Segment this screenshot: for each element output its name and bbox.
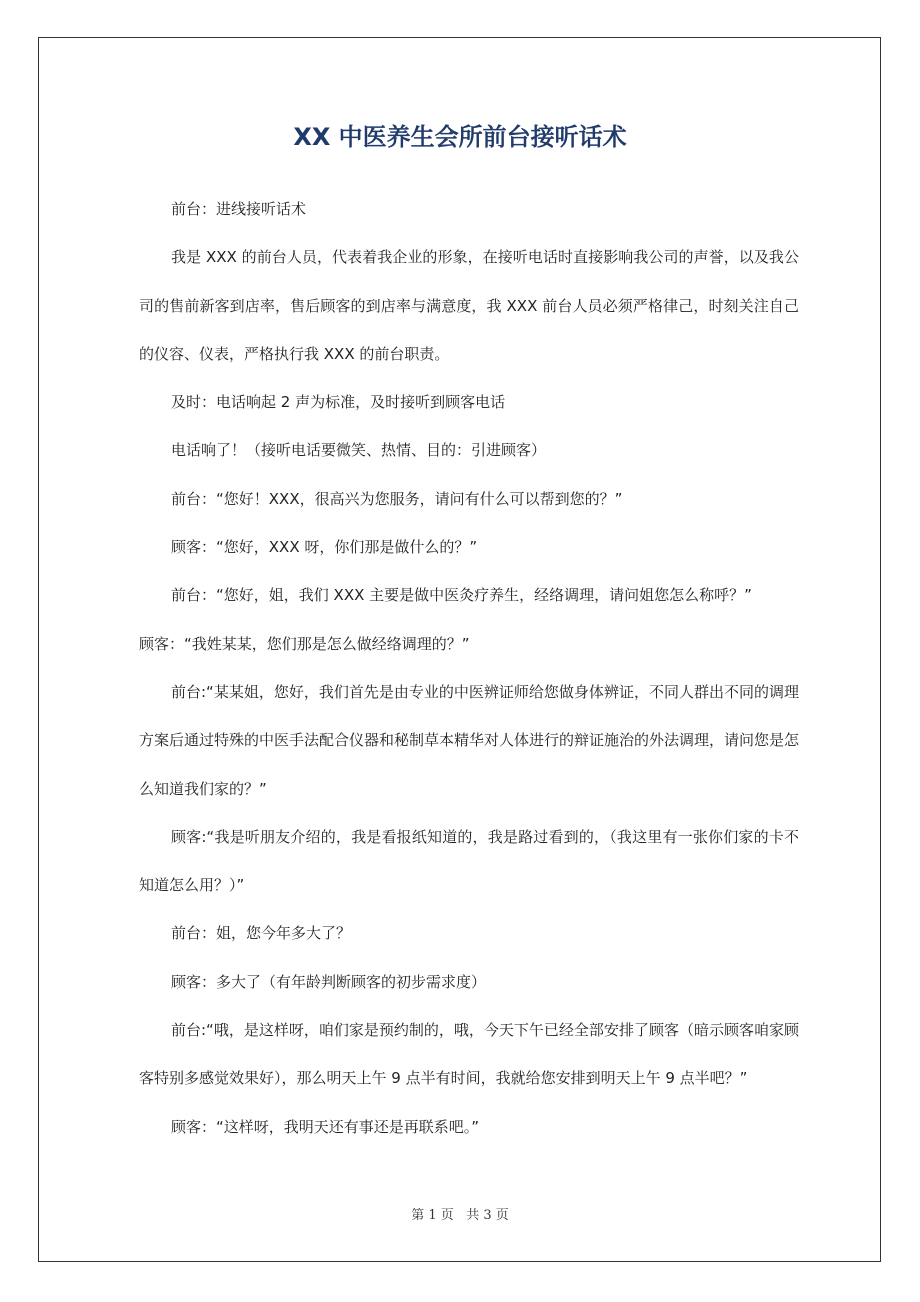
paragraph-8: 前台:“某某姐，您好，我们首先是由专业的中医辨证师给您做身体辨证，不同人群出不同的调理方案后通过特殊的中医手法配合仪器和秘制草本精华对人体进行的辩证施治的外法调理，请问您是怎么知道我们家的？” bbox=[139, 682, 800, 798]
page-number: 第 1 页 bbox=[411, 1208, 454, 1223]
paragraph-10: 前台：姐，您今年多大了？ bbox=[171, 924, 352, 943]
paragraph-3: 电话响了！（接听电话要微笑、热情、目的：引进顾客） bbox=[171, 441, 547, 460]
paragraph-0: 前台：进线接听话术 bbox=[171, 200, 307, 218]
paragraph-1: 我是 XXX 的前台人员，代表着我企业的形象，在接听电话时直接影响我公司的声誉，以及我公司的售前新客到店率，售后顾客的到店率与满意度，我 XXX 前台人员必须严格律己，时刻关注自己的仪容、仪表，严格执行我 XXX 的前台职责。 bbox=[139, 248, 799, 363]
paragraph-13: 顾客：“这样呀，我明天还有事还是再联系吧。” bbox=[171, 1117, 480, 1136]
page-total: 共 3 页 bbox=[466, 1208, 509, 1223]
paragraph-4: 前台：“您好！XXX，很高兴为您服务，请问有什么可以帮到您的？” bbox=[171, 489, 623, 508]
paragraph-5: 顾客：“您好，XXX 呀，你们那是做什么的？” bbox=[171, 538, 478, 557]
document-body bbox=[139, 185, 799, 1151]
paragraph-6: 前台：“您好，姐，我们 XXX 主要是做中医灸疗养生，经络调理，请问姐您怎么称呼？” bbox=[171, 586, 752, 605]
paragraph-11: 顾客：多大了（有年龄判断顾客的初步需求度） bbox=[171, 972, 487, 991]
paragraph-12: 前台:“哦，是这样呀，咱们家是预约制的，哦，今天下午已经全部安排了顾客（暗示顾客咱家顾客特别多感觉效果好），那么明天上午 9 点半有时间，我就给您安排到明天上午 9 点半吧？” bbox=[139, 1021, 799, 1088]
page-footer bbox=[0, 1206, 920, 1226]
paragraph-9: 顾客:“我是听朋友介绍的，我是看报纸知道的，我是路过看到的，（我这里有一张你们家的卡不知道怎么用？）” bbox=[139, 827, 799, 895]
paragraph-7: 顾客：“我姓某某，您们那是怎么做经络调理的？” bbox=[139, 634, 470, 653]
document-title: XX 中医养生会所前台接听话术 bbox=[293, 123, 627, 151]
paragraph-2: 及时：电话响起 2 声为标准，及时接听到顾客电话 bbox=[171, 393, 506, 412]
